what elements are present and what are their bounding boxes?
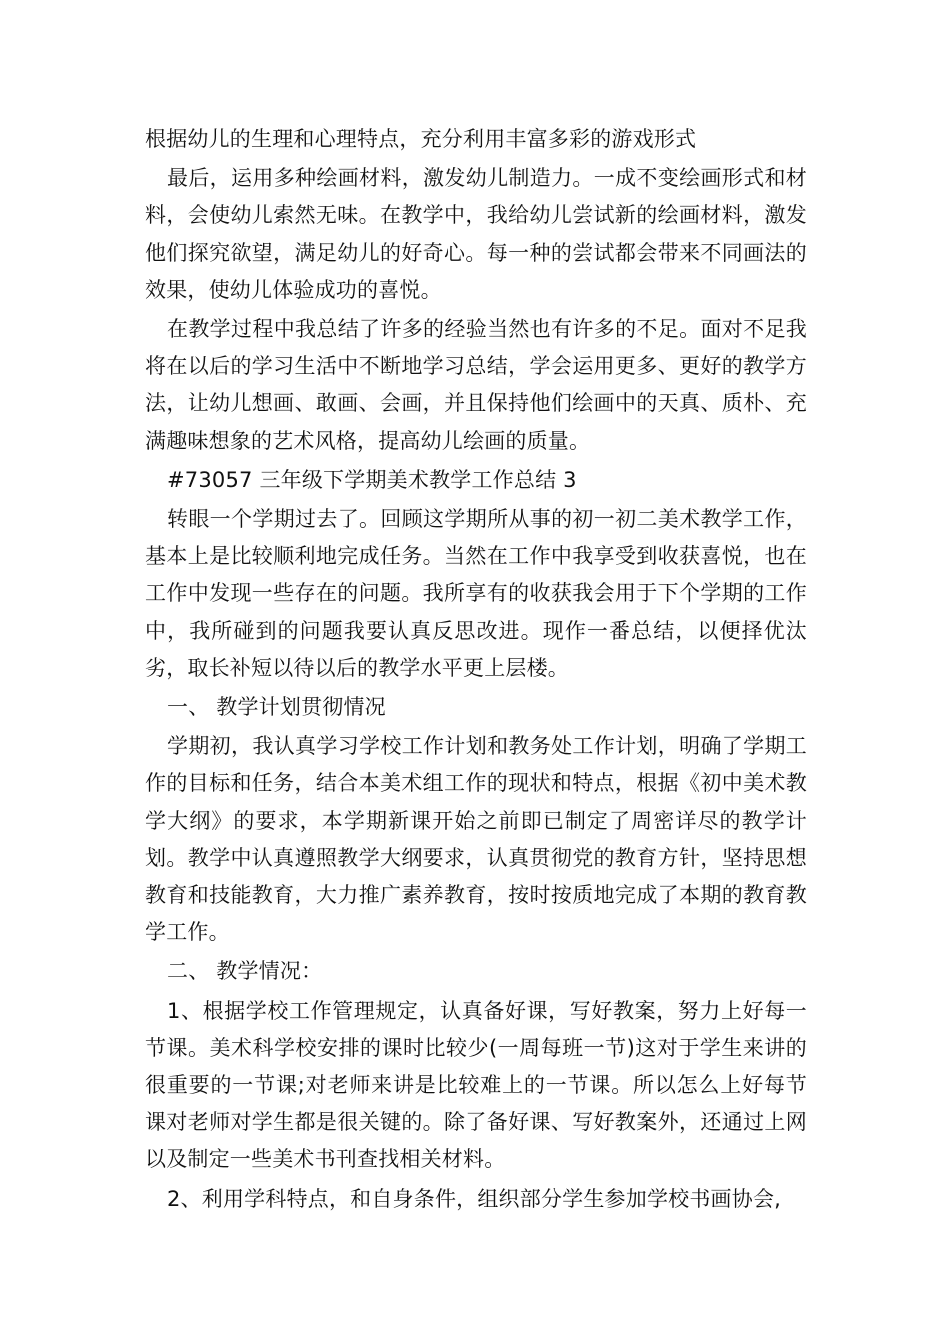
paragraph-3: 在教学过程中我总结了许多的经验当然也有许多的不足。面对不足我将在以后的学习生活中不断地学习总结，学会运用更多、更好的教学方法，让幼儿想画、敢画、会画，并且保持他们绘画中的天真、质朴、充满趣味想象的艺术风格，提高幼儿绘画的质量。 xyxy=(145,317,807,453)
paragraph-6: 1、根据学校工作管理规定，认真备好课，写好教案，努力上好每一节课。美术科学校安排的课时比较少(一周每班一节)这对于学生来讲的很重要的一节课;对老师来讲是比较难上的一节课。所以怎么上好每节课对老师对学生都是很关键的。除了备好课、写好教案外，还通过上网以及制定一些美术书刊查找相关材料。 xyxy=(145,998,807,1172)
paragraph-4: 转眼一个学期过去了。回顾这学期所从事的初一初二美术教学工作，基本上是比较顺利地完成任务。当然在工作中我享受到收获喜悦，也在工作中发现一些存在的问题。我所享有的收获我会用于下个学期的工作中，我所碰到的问题我要认真反思改进。现作一番总结，以便择优汰劣，取长补短以待以后的教学水平更上层楼。 xyxy=(145,507,807,680)
heading-teaching-plan: 一、 教学计划贯彻情况 xyxy=(167,695,386,720)
heading-teaching-status: 二、 教学情况： xyxy=(167,959,323,984)
document-page xyxy=(145,121,807,1220)
paragraph-7: 2、利用学科特点，和自身条件，组织部分学生参加学校书画协会, xyxy=(167,1186,782,1211)
section-title: #73057 三年级下学期美术教学工作总结 3 xyxy=(167,467,577,492)
paragraph-5: 学期初，我认真学习学校工作计划和教务处工作计划，明确了学期工作的目标和任务，结合本美术组工作的现状和特点，根据《初中美术教学大纲》的要求，本学期新课开始之前即已制定了周密详尽的教学计划。教学中认真遵照教学大纲要求，认真贯彻党的教育方针，坚持思想教育和技能教育，大力推广素养教育，按时按质地完成了本期的教育教学工作。 xyxy=(145,734,807,945)
paragraph-1: 根据幼儿的生理和心理特点，充分利用丰富多彩的游戏形式 xyxy=(145,127,697,151)
paragraph-2: 最后，运用多种绘画材料，激发幼儿制造力。一成不变绘画形式和材料，会使幼儿索然无味。在教学中，我给幼儿尝试新的绘画材料，激发他们探究欲望，满足幼儿的好奇心。每一种的尝试都会带来不同画法的效果，使幼儿体验成功的喜悦。 xyxy=(145,166,807,302)
